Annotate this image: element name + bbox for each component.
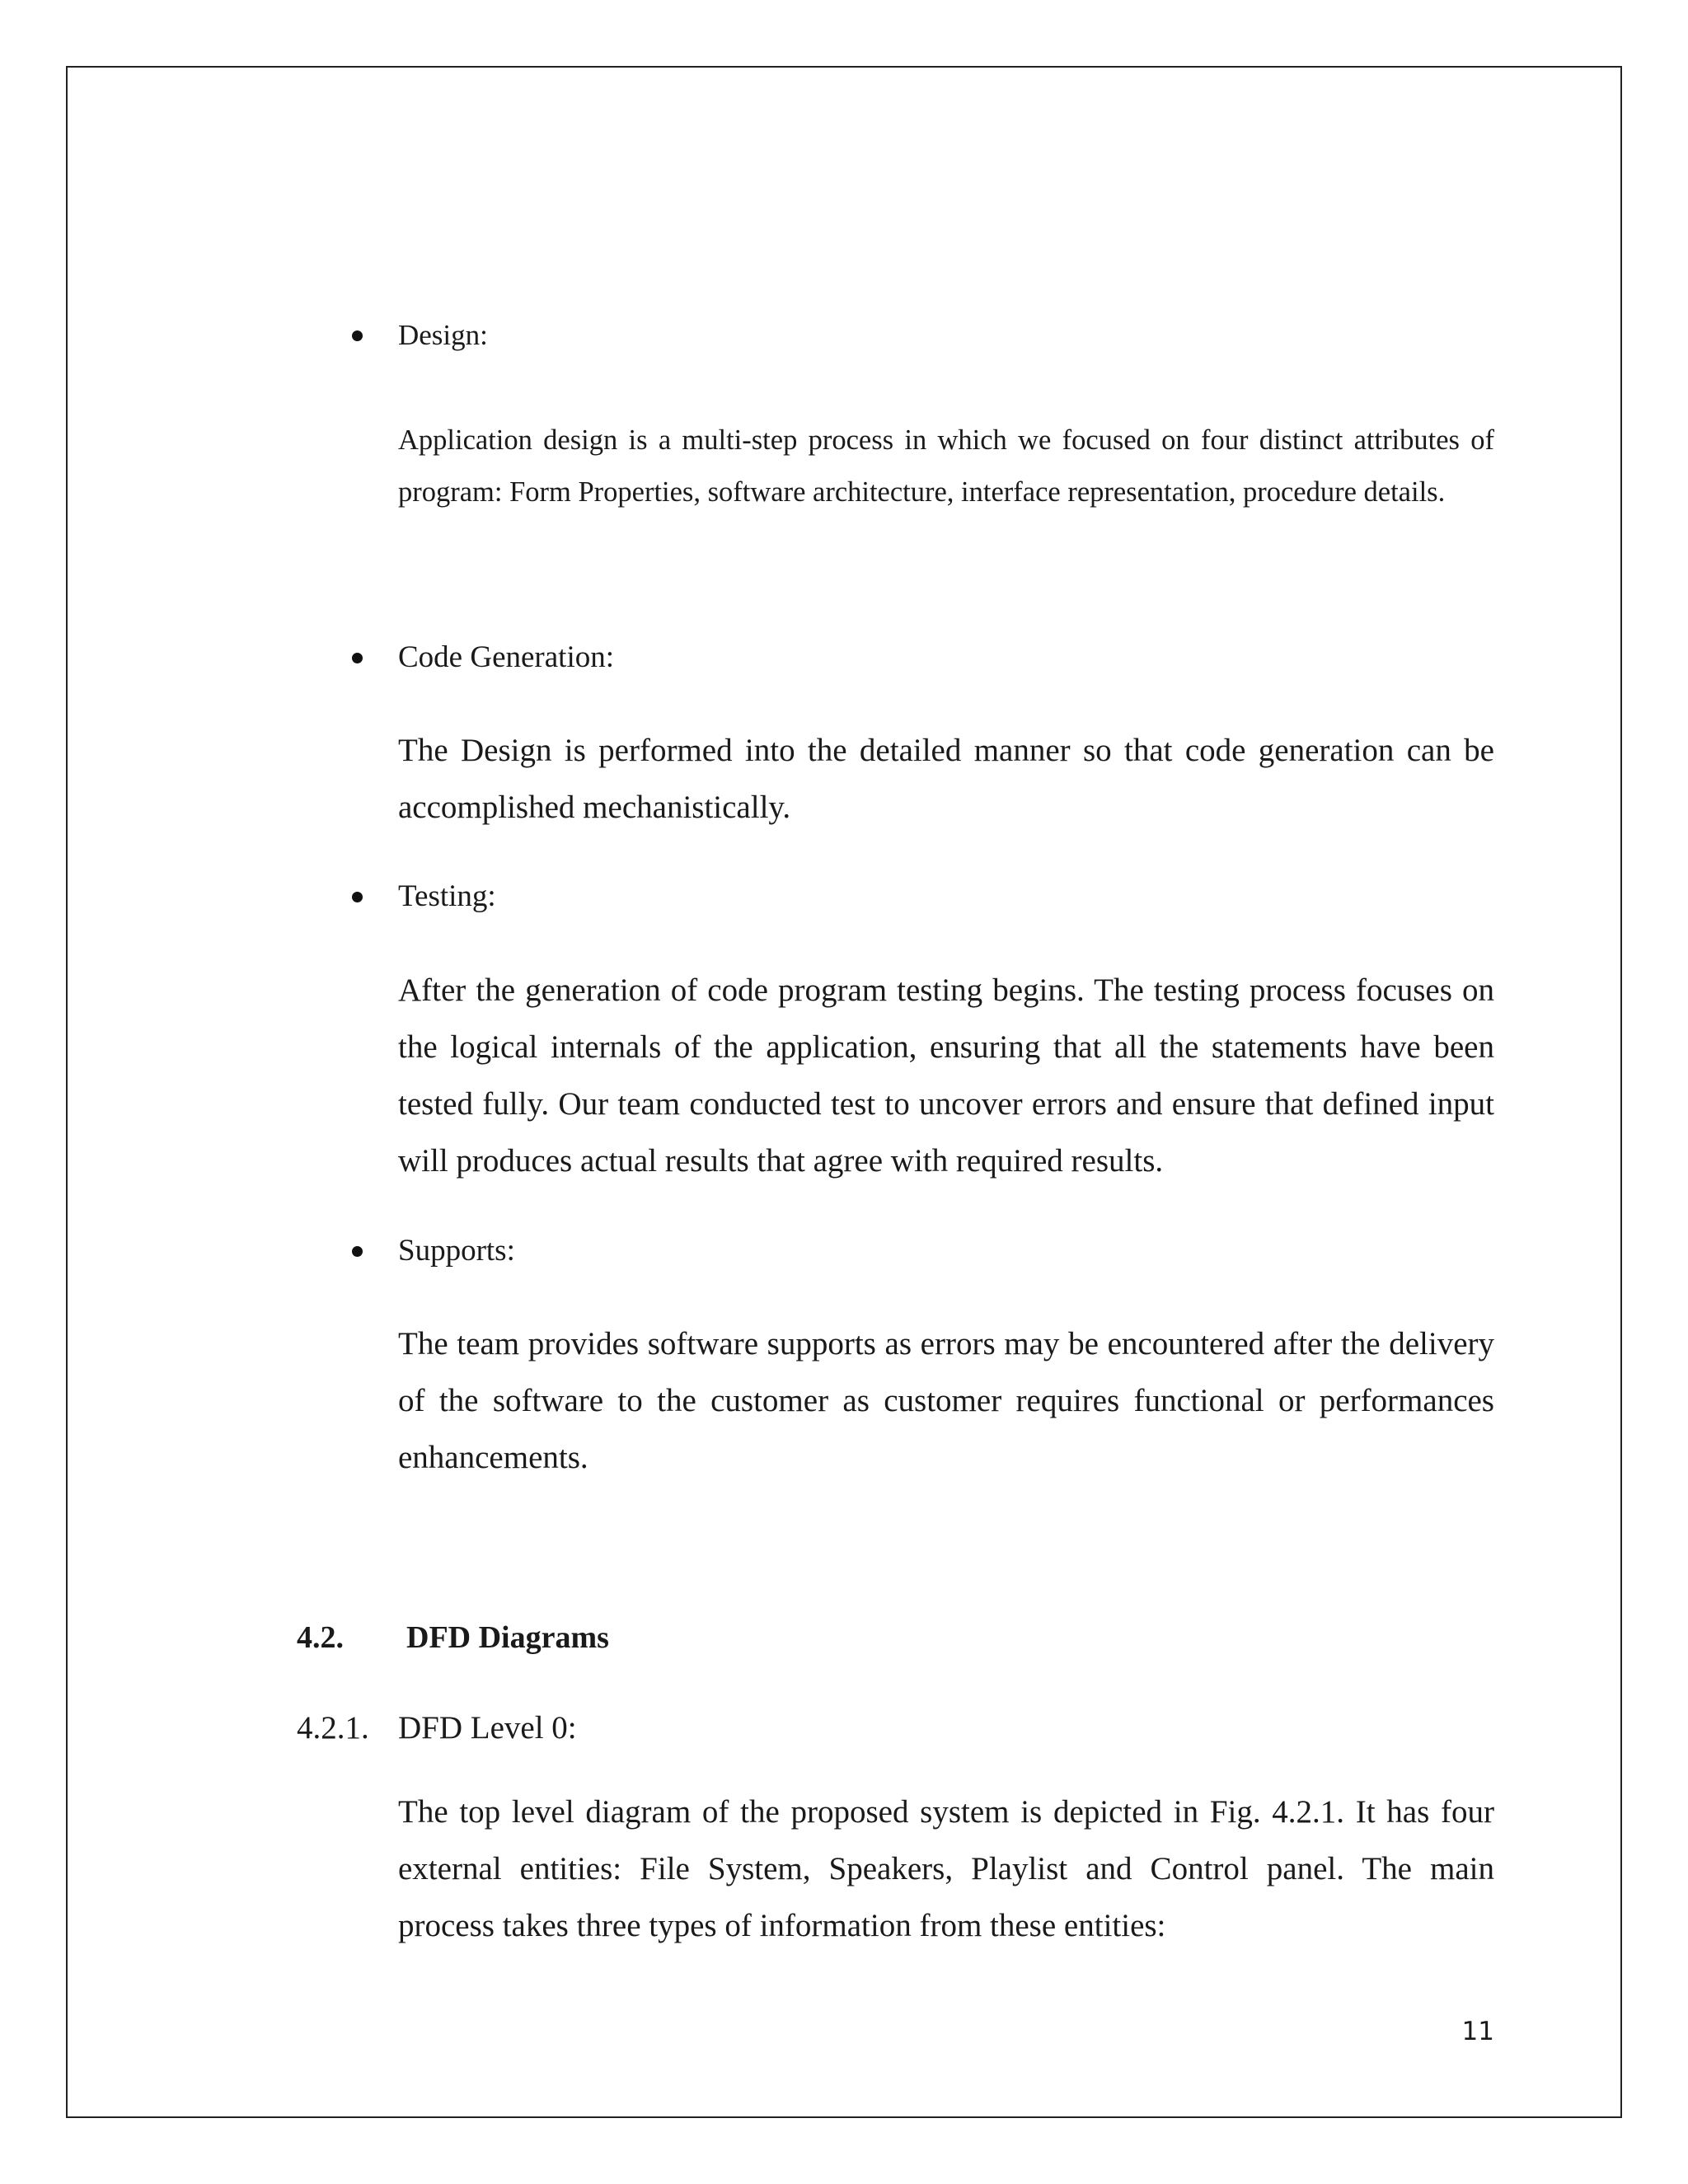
paragraph-dfd-level-0: The top level diagram of the proposed system is depicted in Fig. 4.2.1. It has four external entities: File System, Speakers, Playlist and Control panel. The main process takes three types of information from these entities:	[398, 1794, 1494, 1943]
section-heading-title: DFD Diagrams	[406, 1620, 609, 1655]
bullet-dot-icon	[352, 892, 363, 902]
subsection-heading-number: 4.2.1.	[297, 1710, 369, 1746]
bullet-label: Testing:	[398, 879, 496, 913]
bullet-label: Supports:	[398, 1234, 515, 1268]
paragraph-testing: After the generation of code program testing begins. The testing process focuses on the logical internals of the application, ensuring that all the statements have been tested fully. Our team conducted test to uncover errors and ensure that defined input will produces actual results that agree with required results.	[398, 972, 1494, 1179]
paragraph-supports: The team provides software supports as errors may be encountered after the delivery of the software to the customer as customer requires functional or performances enhancements.	[398, 1326, 1494, 1475]
paragraph-design: Application design is a multi-step process in which we focused on four distinct attributes of program: Form Properties, software architecture, interface representation, procedure details.	[398, 424, 1494, 508]
bullet-dot-icon	[352, 1246, 363, 1257]
bullet-dot-icon	[352, 653, 363, 663]
bullet-label: Design:	[398, 319, 488, 351]
subsection-heading-title: DFD Level 0:	[398, 1710, 577, 1746]
bullet-label: Code Generation:	[398, 640, 614, 674]
bullet-dot-icon	[352, 330, 363, 341]
section-heading-number: 4.2.	[297, 1620, 344, 1655]
paragraph-code-generation: The Design is performed into the detailed manner so that code generation can be accomplished mechanistically.	[398, 733, 1494, 825]
page-number: 11	[1461, 2017, 1494, 2046]
